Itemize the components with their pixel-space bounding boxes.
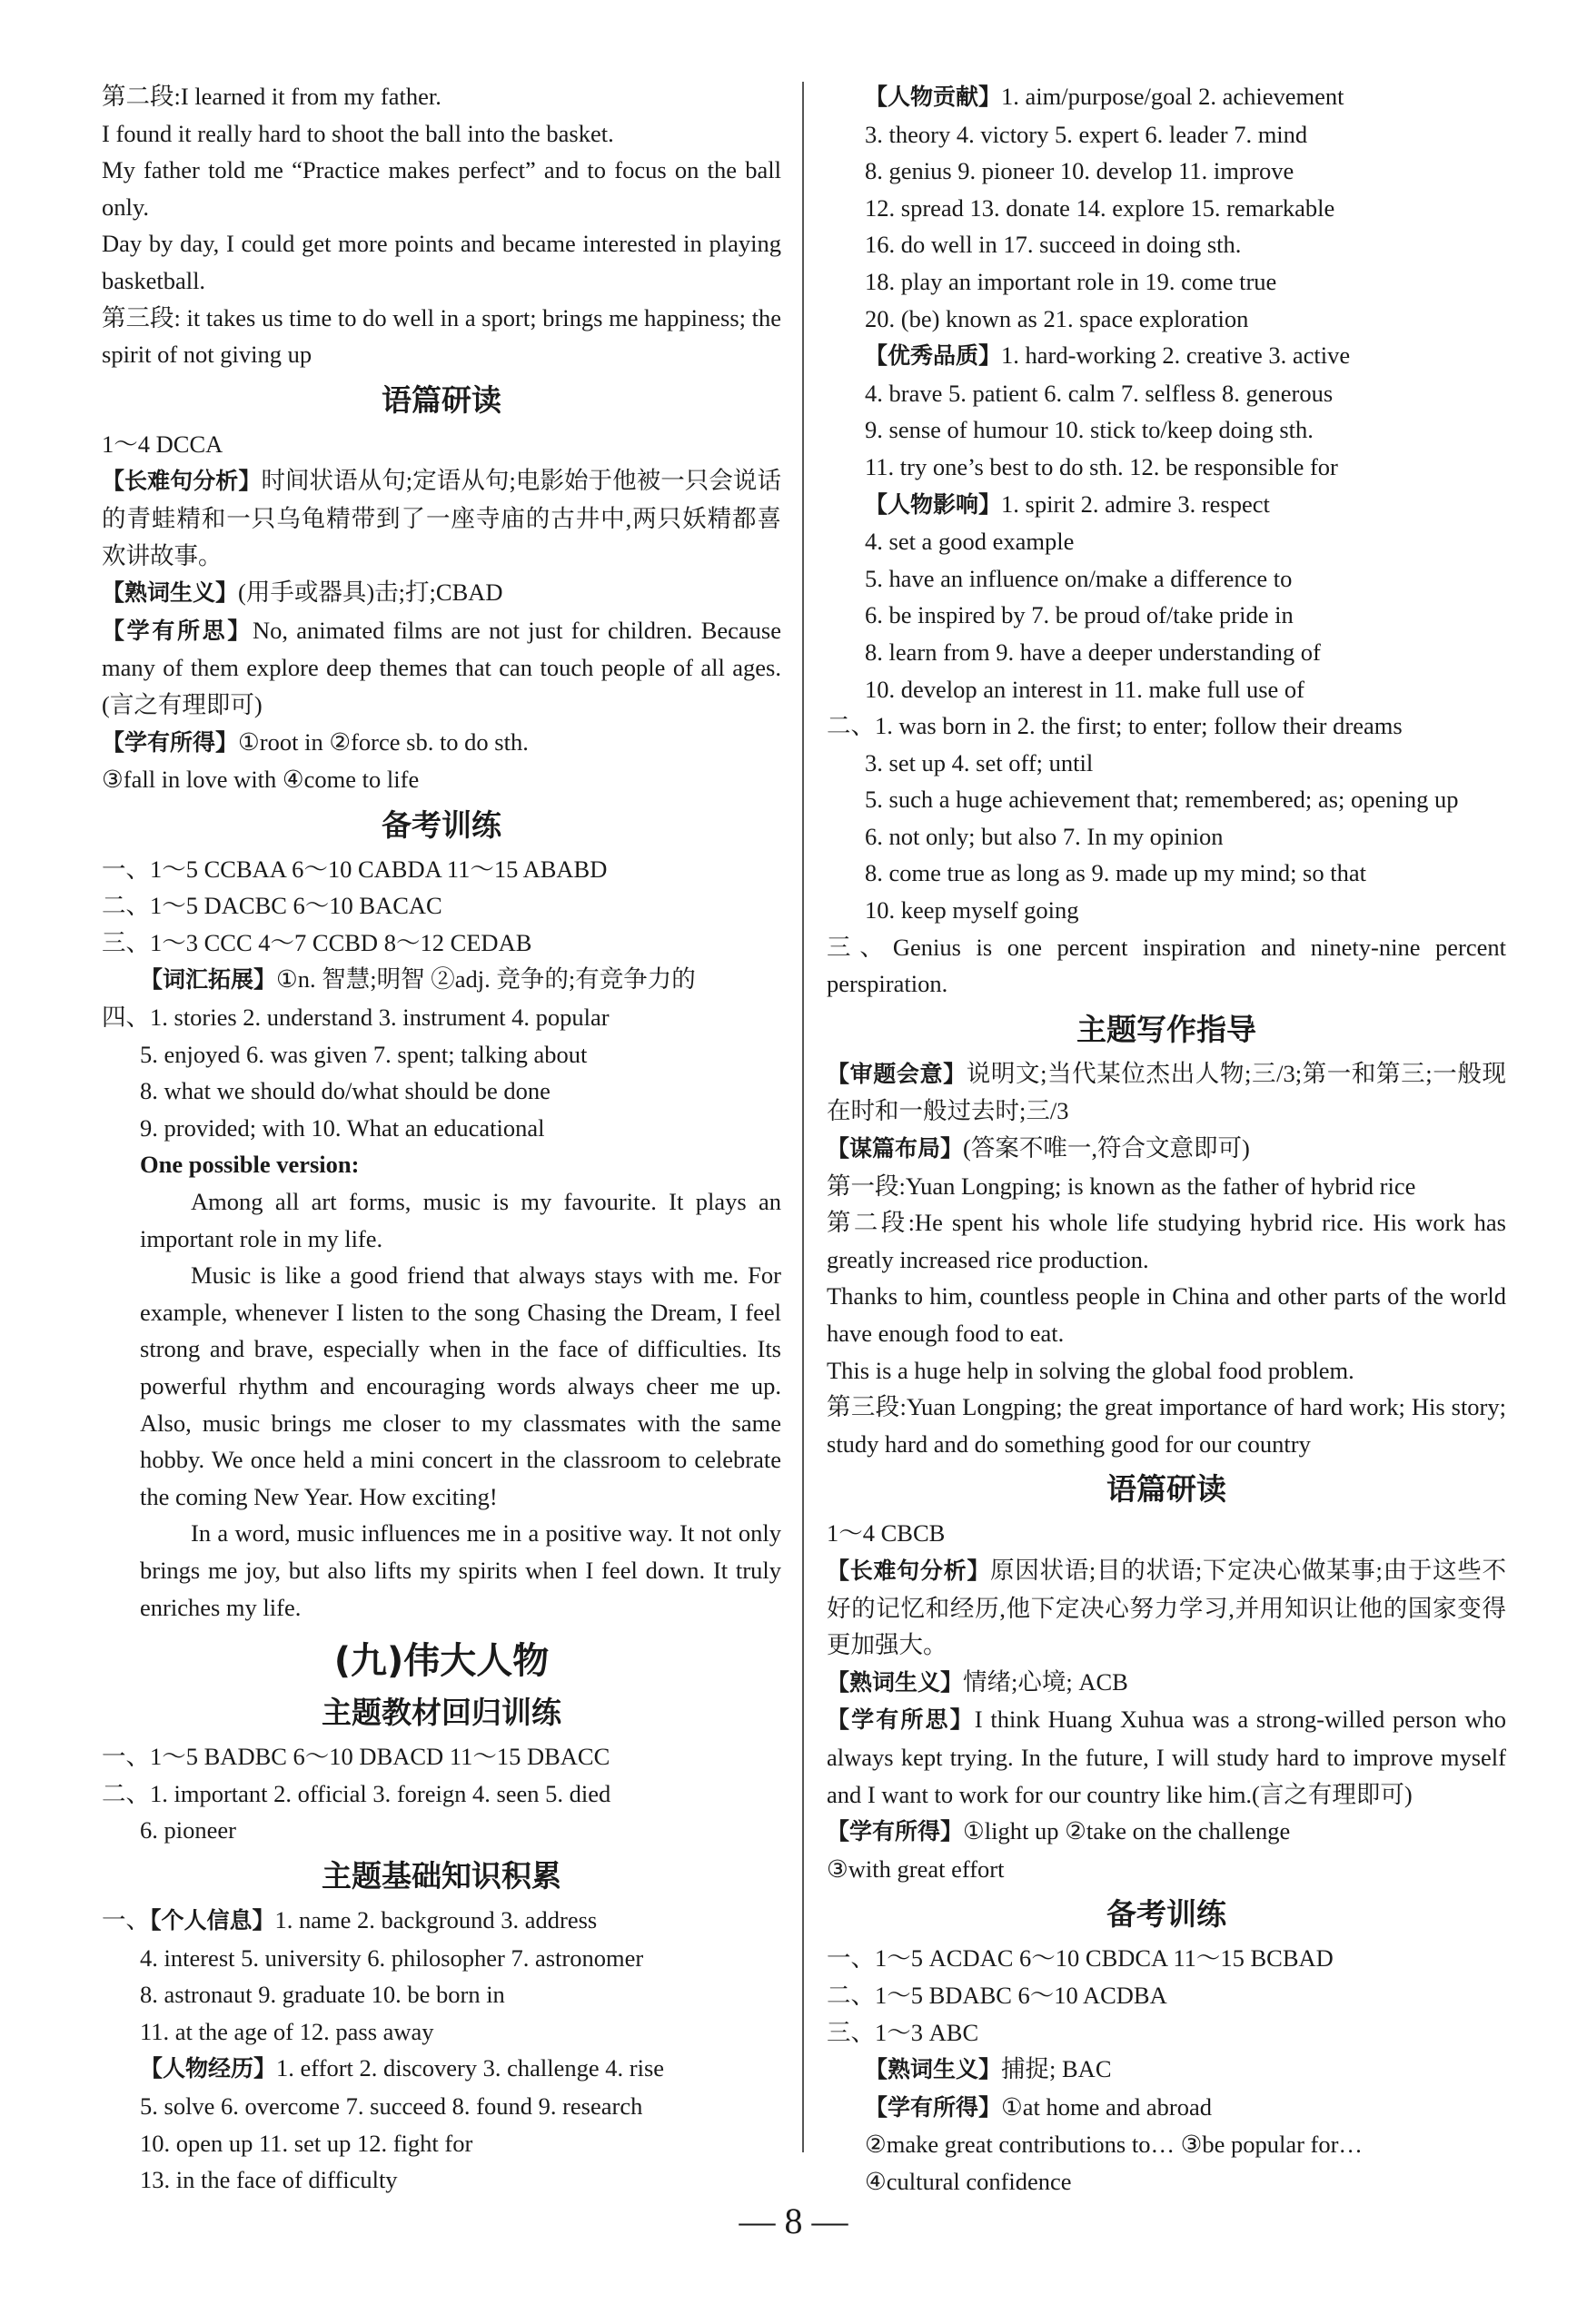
answer-line: 18. play an important role in 19. come true: [865, 267, 1277, 295]
answer-line: 8. come true as long as 9. made up my mind; so that: [865, 859, 1366, 887]
impact-line: [827, 486, 1506, 524]
info-line: [102, 1902, 781, 1940]
item-tag: 【学有所得】: [102, 728, 239, 756]
exp-line: [102, 2050, 781, 2088]
answer-line: 5. solve 6. overcome 7. succeed 8. found 9. research: [140, 2092, 643, 2120]
item-tag: 【词汇拓展】: [140, 966, 277, 994]
learn-line: ④cultural confidence: [865, 2167, 1072, 2195]
layout-item: [827, 1130, 1506, 1168]
item-tag: 【长难句分析】: [102, 468, 262, 495]
item-tag: 【人物经历】: [140, 2055, 277, 2082]
learn-line: [827, 1813, 1506, 1851]
item-text: ①light up ②take on the challenge: [963, 1817, 1291, 1845]
learn-line: ②make great contributions to… ③be popular for…: [865, 2131, 1363, 2159]
section-heading-writing: 主题写作指导: [1076, 1011, 1256, 1047]
answer-line: 二、1. important 2. official 3. foreign 4. seen 5. died: [102, 1779, 611, 1807]
item-tag: 【谋篇布局】: [827, 1135, 964, 1162]
item-text: ①at home and abroad: [1001, 2092, 1213, 2121]
essay-paragraph: Music is like a good friend that always stays with me. For example, whenever I listen to the song Chasing the Dream, I feel strong and brave, especially when in the face of difficulties. Its powerful rhythm and encouraging words always cheer me up. Also, music brings me closer to my classmates with the same hobby. We once held a mini concert in the classroom to celebrate the coming New Year. How exciting!: [140, 1261, 781, 1510]
item-text: 1. aim/purpose/goal 2. achievement: [1001, 83, 1344, 110]
answer-line: 1～4 CBCB: [827, 1519, 946, 1548]
item-text: 时间状语从句;定语从句;电影始于他被一只会说话的青蛙精和一只乌龟精带到了一座寺庙的古井中,两只妖精都喜欢讲故事。: [102, 467, 781, 569]
answer-line: 20. (be) known as 21. space exploration: [865, 304, 1249, 332]
version-label: One possible version:: [140, 1151, 360, 1179]
section-heading-review: 主题教材回归训练: [322, 1695, 561, 1731]
text-line: My father told me “Practice makes perfect” and to focus on the ball only.: [102, 156, 781, 221]
answer-line: 3. theory 4. victory 5. expert 6. leader 7. mind: [865, 120, 1308, 148]
item-tag: 【个人信息】: [150, 1906, 275, 1933]
item-tag: 【熟词生义】: [827, 1668, 964, 1696]
answer-line: 8. genius 9. pioneer 10. develop 11. improve: [865, 157, 1294, 185]
section-heading-reading: 语篇研读: [1106, 1471, 1226, 1508]
item-text: 捕捉; BAC: [1001, 2055, 1112, 2083]
right-column: [827, 78, 1506, 2200]
answer-line: 11. at the age of 12. pass away: [140, 2017, 434, 2045]
text-line: 第三段: it takes us time to do well in a sport; brings me happiness; the spirit of not giving up: [102, 303, 781, 369]
item-tag: 【学有所思】: [827, 1706, 975, 1734]
item-text: 原因状语;目的状语;下定决心做某事;由于这些不好的记忆和经历,他下定决心努力学习,并用知识让他的国家变得更加强大。: [827, 1556, 1506, 1659]
answer-line: 一、1～5 CCBAA 6～10 CABDA 11～15 ABABD: [102, 855, 608, 883]
answer-line: 9. sense of humour 10. stick to/keep doing sth.: [865, 416, 1314, 444]
answer-line: 6. be inspired by 7. be proud of/take pride in: [865, 601, 1294, 629]
answer-line: 二、1. was born in 2. the first; to enter; follow their dreams: [827, 712, 1403, 740]
page-number: — 8 —: [739, 2200, 848, 2241]
answer-line: 13. in the face of difficulty: [140, 2166, 398, 2194]
item-tag: 【熟词生义】: [865, 2056, 1002, 2083]
answer-line: 10. keep myself going: [865, 896, 1079, 925]
reading-item: [102, 574, 781, 612]
essay-paragraph: In a word, music influences me in a positive way. It not only brings me joy, but also lifts my spirits when I feel down. It truly enriches my life.: [140, 1519, 781, 1621]
sense-line: [827, 2051, 1506, 2089]
left-column: [102, 78, 781, 2199]
answer-line: 四、1. stories 2. understand 3. instrument 4. popular: [102, 1004, 610, 1032]
answer-line: 5. such a huge achievement that; remembered; as; opening up: [865, 786, 1459, 814]
answer-line: 8. what we should do/what should be done: [140, 1077, 550, 1105]
item-text: ①root in ②force sb. to do sth.: [238, 727, 529, 756]
text-line: Day by day, I could get more points and became interested in playing basketball.: [102, 230, 781, 294]
answer-line: 9. provided; with 10. What an educational: [140, 1113, 545, 1142]
contrib-line: [827, 78, 1506, 116]
answer-line: 10. open up 11. set up 12. fight for: [140, 2129, 473, 2157]
answer-line: 4. brave 5. patient 6. calm 7. selfless 8. generous: [865, 379, 1334, 407]
reading-item: [827, 1701, 1506, 1813]
reading-item: [827, 1552, 1506, 1664]
answer-line: 6. not only; but also 7. In my opinion: [865, 822, 1224, 850]
answer-line: 4. interest 5. university 6. philosopher 7. astronomer: [140, 1943, 644, 1972]
text-line: I found it really hard to shoot the ball into the basket.: [102, 119, 614, 147]
answer-line: 二、1～5 DACBC 6～10 BACAC: [102, 892, 442, 920]
answer-line: 4. set a good example: [865, 528, 1075, 556]
item-text: 1. spirit 2. admire 3. respect: [1001, 490, 1270, 518]
reading-item: [102, 462, 781, 574]
item-text: (答案不唯一,符合文意即可): [963, 1134, 1250, 1162]
item-tag: 【学有所得】: [865, 2093, 1002, 2121]
item-tag: 【长难句分析】: [827, 1557, 991, 1584]
learn-line: [827, 2089, 1506, 2127]
answer-line: 6. pioneer: [140, 1816, 236, 1844]
item-text: 1. effort 2. discovery 3. challenge 4. rise: [276, 2054, 665, 2082]
answer-line: 一、1～5 BADBC 6～10 DBACD 11～15 DBACC: [102, 1743, 610, 1771]
answer-line: 1～4 DCCA: [102, 430, 223, 458]
item-text: 说明文;当代某位杰出人物;三/3;第一和第三;一般现在时和一般过去时;三/3: [827, 1059, 1506, 1125]
outline-line: 第三段:Yuan Longping; the great importance of hard work; His story; study hard and do something good for our country: [827, 1393, 1506, 1458]
reading-item: [827, 1664, 1506, 1702]
item-text: 1. name 2. background 3. address: [274, 1905, 598, 1933]
item-tag: 【优秀品质】: [865, 342, 1002, 370]
reading-item: [102, 612, 781, 724]
learn-line: ③fall in love with ④come to life: [102, 766, 420, 794]
item-tag: 【人物贡献】: [865, 84, 1002, 110]
item-tag: 【学有所得】: [827, 1818, 964, 1845]
answer-line: 3. set up 4. set off; until: [865, 748, 1094, 776]
text-line: 第二段:I learned it from my father.: [102, 83, 441, 110]
item-text: I think Huang Xuhua was a strong-willed person who always kept trying. In the future, I will study hard to improve myself and I want to work for our country like him.(言之有理即可): [827, 1706, 1506, 1808]
vocab-line: [102, 961, 781, 999]
item-tag: 【学有所思】: [102, 617, 253, 644]
answer-line: 12. spread 13. donate 14. explore 15. remarkable: [865, 193, 1335, 222]
item-text: ①n. 智慧;明智 ②adj. 竞争的;有竞争力的: [276, 965, 696, 994]
item-text: (用手或器具)击;打;CBAD: [238, 579, 503, 607]
learn-line: [102, 724, 781, 762]
item-text: 情绪;心境; ACB: [963, 1667, 1128, 1696]
column-divider: [802, 82, 804, 2152]
answer-line: 一、1～5 ACDAC 6～10 CBDCA 11～15 BCBAD: [827, 1944, 1334, 1973]
answer-line: 三、1～3 CCC 4～7 CCBD 8～12 CEDAB: [102, 928, 532, 956]
answer-line: 三、1～3 ABC: [827, 2018, 979, 2046]
item-prefix: 一、: [102, 1905, 150, 1933]
answer-line: 16. do well in 17. succeed in doing sth.: [865, 231, 1242, 259]
outline-line: 第一段:Yuan Longping; is known as the father of hybrid rice: [827, 1172, 1416, 1200]
section-heading-exam: 备考训练: [382, 806, 501, 843]
learn-line: ③with great effort: [827, 1854, 1005, 1883]
section-heading-exam: 备考训练: [1106, 1896, 1226, 1933]
section-heading-basic: 主题基础知识积累: [322, 1857, 561, 1894]
section-heading-reading: 语篇研读: [382, 381, 501, 418]
answer-line: 三、Genius is one percent inspiration and ninety-nine percent perspiration.: [827, 933, 1506, 998]
answer-line: 二、1～5 BDABC 6～10 ACDBA: [827, 1981, 1167, 2009]
item-tag: 【熟词生义】: [102, 579, 239, 607]
answer-line: 10. develop an interest in 11. make full use of: [865, 675, 1304, 703]
unit-title: (九)伟大人物: [333, 1640, 550, 1683]
answer-line: 5. have an influence on/make a difference to: [865, 564, 1293, 592]
outline-line: Thanks to him, countless people in China and other parts of the world have enough food to eat.: [827, 1282, 1506, 1347]
answer-line: 11. try one’s best to do sth. 12. be responsible for: [865, 452, 1338, 480]
outline-line: This is a huge help in solving the global food problem.: [827, 1356, 1354, 1384]
item-tag: 【审题会意】: [827, 1060, 967, 1087]
item-tag: 【人物影响】: [865, 490, 1002, 518]
answer-line: 5. enjoyed 6. was given 7. spent; talking about: [140, 1040, 588, 1068]
essay-paragraph: Among all art forms, music is my favourite. It plays an important role in my life.: [140, 1188, 781, 1252]
quality-line: [827, 337, 1506, 375]
review-item: [827, 1055, 1506, 1130]
outline-line: 第二段:He spent his whole life studying hybrid rice. His work has greatly increased rice production.: [827, 1209, 1506, 1273]
item-text: No, animated films are not just for children. Because many of them explore deep themes that can touch people of all ages.(言之有理即可): [102, 616, 781, 718]
item-text: 1. hard-working 2. creative 3. active: [1001, 341, 1351, 370]
answer-line: 8. learn from 9. have a deeper understanding of: [865, 638, 1321, 666]
answer-line: 8. astronaut 9. graduate 10. be born in: [140, 1981, 505, 2009]
